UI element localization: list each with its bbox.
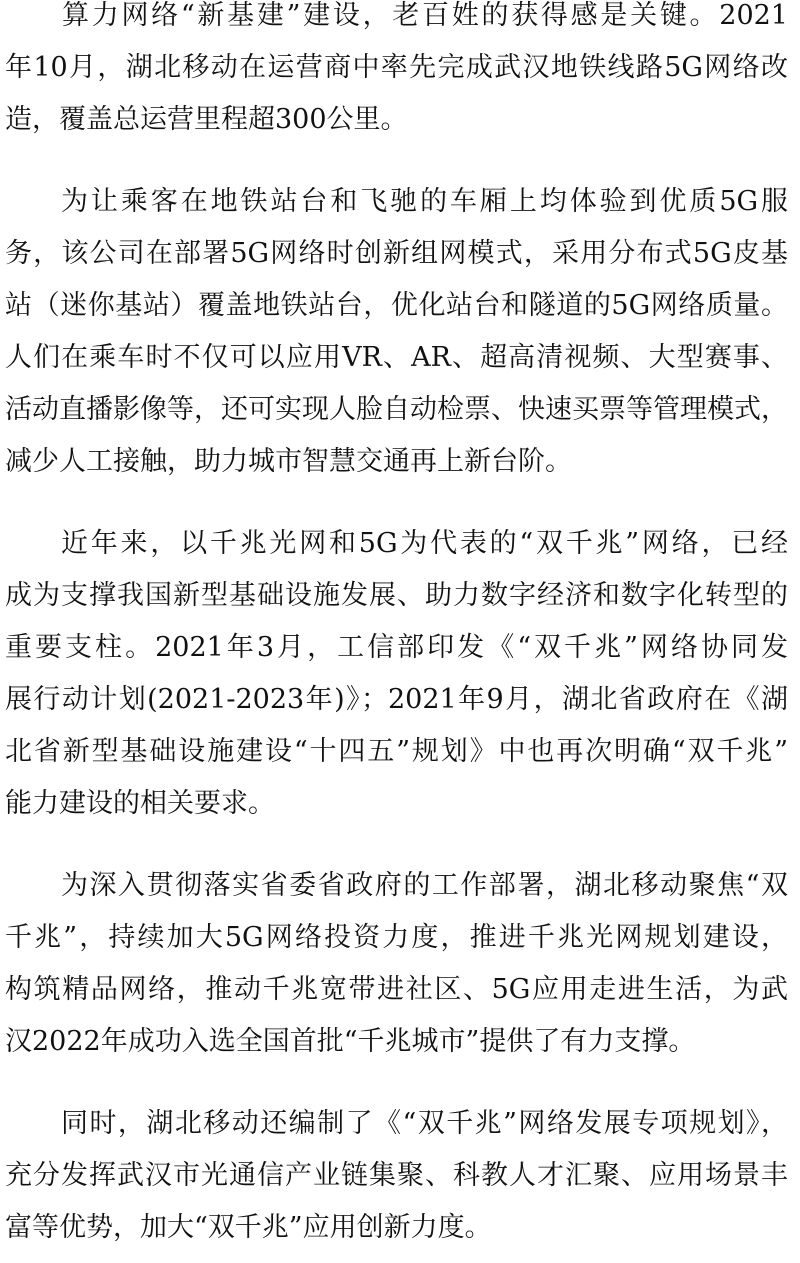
text-line: 为让乘客在地铁站台和飞驰的车厢上均体验到优质5G服 <box>61 186 788 217</box>
text-line: 为深入贯彻落实省委省政府的工作部署，湖北移动聚焦“双 <box>61 870 788 901</box>
paragraph-4 <box>5 860 788 1068</box>
text-line: 汉2022年成功入选全国首批“千兆城市”提供了有力支撑。 <box>5 1026 696 1057</box>
text-line: 重要支柱。2021年3月，工信部印发《“双千兆”网络协同发 <box>5 632 788 663</box>
text-line: 展行动计划(2021-2023年)》；2021年9月，湖北省政府在《湖 <box>5 684 788 715</box>
text-line: 北省新型基础设施建设“十四五”规划》中也再次明确“双千兆” <box>5 736 788 767</box>
text-line: 充分发挥武汉市光通信产业链集聚、科教人才汇聚、应用场景丰 <box>5 1160 788 1191</box>
text-line: 构筑精品网络，推动千兆宽带进社区、5G应用走进生活，为武 <box>5 974 788 1005</box>
text-line: 减少人工接触，助力城市智慧交通再上新台阶。 <box>5 446 572 477</box>
text-line: 千兆”，持续加大5G网络投资力度，推进千兆光网规划建设， <box>5 922 788 953</box>
text-line: 站（迷你基站）覆盖地铁站台，优化站台和隧道的5G网络质量。 <box>5 290 788 321</box>
text-line: 算力网络“新基建”建设，老百姓的获得感是关键。2021 <box>62 0 788 31</box>
text-line: 年10月，湖北移动在运营商中率先完成武汉地铁线路5G网络改 <box>5 52 788 83</box>
text-line: 近年来，以千兆光网和5G为代表的“双千兆”网络，已经 <box>61 528 788 559</box>
text-line: 活动直播影像等，还可实现人脸自动检票、快速买票等管理模式， <box>5 394 788 425</box>
paragraph-1 <box>5 0 788 146</box>
paragraph-5 <box>5 1098 788 1254</box>
text-line: 能力建设的相关要求。 <box>5 788 275 819</box>
text-line: 造，覆盖总运营里程超300公里。 <box>5 104 408 135</box>
paragraph-3 <box>5 518 788 830</box>
text-line: 成为支撑我国新型基础设施发展、助力数字经济和数字化转型的 <box>5 580 788 611</box>
text-line: 人们在乘车时不仅可以应用VR、AR、超高清视频、大型赛事、 <box>5 342 788 373</box>
text-line: 同时，湖北移动还编制了《“双千兆”网络发展专项规划》， <box>61 1108 788 1139</box>
text-line: 务，该公司在部署5G网络时创新组网模式，采用分布式5G皮基 <box>5 238 788 269</box>
text-line: 富等优势，加大“双千兆”应用创新力度。 <box>5 1212 492 1243</box>
paragraph-2 <box>5 176 788 488</box>
